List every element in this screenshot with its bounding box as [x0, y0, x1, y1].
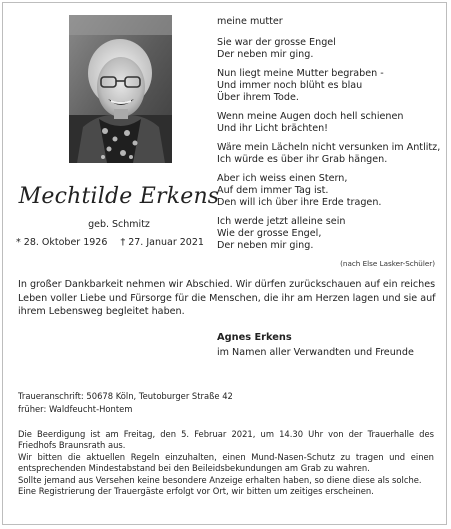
notes-line: Die Beerdigung ist am Freitag, den 5. Februar 2021, um 14.30 Uhr von der Trauerhalle des: [18, 429, 434, 439]
death-date: † 27. Januar 2021: [120, 237, 204, 248]
thanks-paragraph: In großer Dankbarkeit nehmen wir Abschied. Wir dürfen zurückschauen auf ein reiches Leben voller Liebe und Fürsorge für die Menschen, die ihr am Herzen lagen und sie auf ihrem Lebensweg begleitet haben.: [18, 279, 436, 317]
poem-line: Und immer noch blüht es blau: [217, 80, 363, 91]
poem-stanza: [217, 37, 437, 61]
address-line: Traueranschrift: 50678 Köln, Teutoburger Straße 42: [18, 391, 233, 401]
signatory-name: Agnes Erkens: [217, 332, 292, 343]
deceased-name: Mechtilde Erkens: [18, 184, 220, 209]
poem-stanza: [217, 216, 437, 252]
notes-line: Wir bitten die aktuellen Regeln einzuhalten, einen Mund-Nasen-Schutz zu tragen und einen: [18, 451, 434, 462]
poem-stanza: [217, 68, 437, 104]
notes-line: Eine Registrierung der Trauergäste erfolgt vor Ort, wir bitten um zeitiges erscheinen.: [18, 486, 374, 497]
poem-stanza: [217, 173, 437, 209]
poem-line: Nun liegt meine Mutter begraben -: [217, 68, 384, 79]
poem-stanza: [217, 142, 441, 166]
life-dates: [16, 237, 236, 248]
poem-line: Über ihrem Tode.: [217, 92, 299, 103]
poem-title: meine mutter: [217, 16, 283, 27]
poem-line: Den will ich über ihre Erde tragen.: [217, 197, 382, 208]
portrait-photo: [69, 15, 172, 163]
poem-stanza: [217, 111, 437, 135]
poem-line: Aber ich weiss einen Stern,: [217, 173, 348, 184]
poem-line: Der neben mir ging.: [217, 49, 314, 60]
notes-line: Friedhofs Braunsrath aus.: [18, 440, 126, 451]
poem-line: Auf dem immer Tag ist.: [217, 185, 329, 196]
mourning-address: [18, 390, 233, 416]
poem-line: Der neben mir ging.: [217, 240, 314, 251]
poem-line: Und ihr Licht brächten!: [217, 123, 329, 134]
notes-line: Sollte jemand aus Versehen keine besondere Anzeige erhalten haben, so diene diese als solche.: [18, 474, 422, 485]
address-former-line: früher: Waldfeucht-Hontem: [18, 404, 133, 414]
birth-date: * 28. Oktober 1926: [16, 237, 108, 248]
poem-line: Wie der grosse Engel,: [217, 228, 322, 239]
birth-name: geb. Schmitz: [88, 219, 150, 230]
poem-line: Wäre mein Lächeln nicht versunken im Antlitz,: [217, 142, 441, 153]
funeral-notes: [18, 429, 434, 497]
poem-line: Sie war der grosse Engel: [217, 37, 336, 48]
notes-line: entsprechenden Mindestabstand bei den Beileidsbekundungen am Grab zu wahren.: [18, 463, 370, 474]
poem-line: Ich würde es über ihr Grab hängen.: [217, 154, 388, 165]
poem-attribution: (nach Else Lasker-Schüler): [340, 259, 435, 268]
signatory-subtitle: im Namen aller Verwandten und Freunde: [217, 347, 414, 358]
poem: [217, 16, 441, 259]
poem-line: Ich werde jetzt alleine sein: [217, 216, 346, 227]
poem-line: Wenn meine Augen doch hell schienen: [217, 111, 404, 122]
